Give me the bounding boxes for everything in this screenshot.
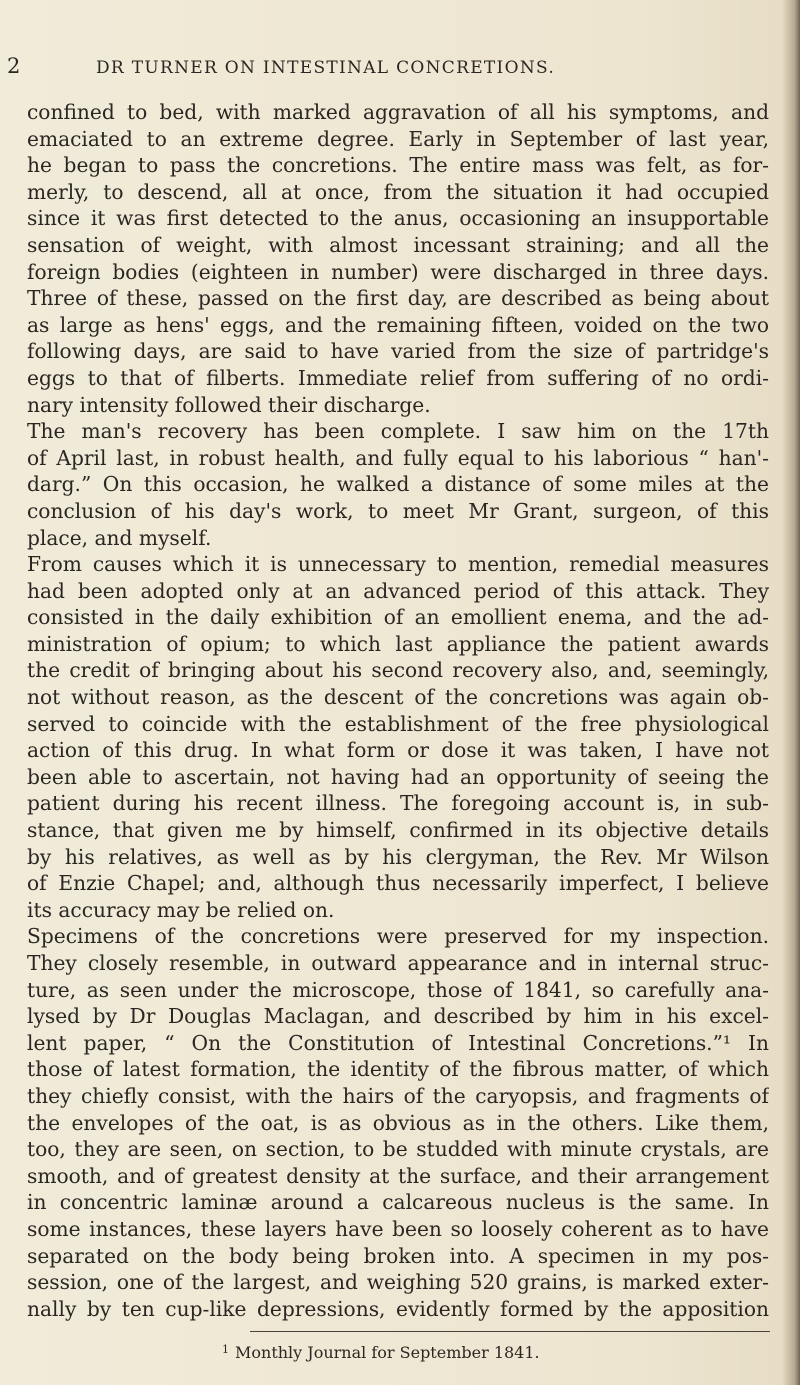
text-line: since it was first detected to the anus, occasioning an insupportable (27, 206, 769, 231)
text-line: lent paper, “ On the Constitution of Intestinal Concretions.”¹ In (27, 1030, 769, 1055)
running-head (0, 54, 800, 84)
footnote-text: Monthly Journal for September 1841. (235, 1343, 540, 1362)
text-line: nally by ten cup-like depressions, evidently formed by the apposition (27, 1296, 769, 1321)
text-line: he began to pass the concretions. The entire mass was felt, as for- (27, 153, 769, 178)
text-line: session, one of the largest, and weighing 520 grains, is marked exter- (27, 1270, 769, 1295)
text-line: The man's recovery has been complete. I saw him on the 17th (27, 419, 769, 444)
text-line: too, they are seen, on section, to be studded with minute crystals, are (27, 1137, 769, 1162)
text-line: been able to ascertain, not having had an opportunity of seeing the (27, 764, 769, 789)
text-line: the envelopes of the oat, is as obvious as in the others. Like them, (27, 1110, 769, 1135)
text-line: had been adopted only at an advanced period of this attack. They (27, 578, 769, 603)
text-line: its accuracy may be relied on. (27, 897, 335, 922)
text-line: patient during his recent illness. The foregoing account is, in sub- (27, 791, 769, 816)
text-line: they chiefly consist, with the hairs of the caryopsis, and fragments of (27, 1083, 769, 1108)
text-line: conclusion of his day's work, to meet Mr Grant, surgeon, of this (27, 498, 769, 523)
text-line: sensation of weight, with almost incessant straining; and all the (27, 232, 769, 257)
footnote-divider (250, 1331, 770, 1332)
text-line: eggs to that of filberts. Immediate relief from suffering of no ordi- (27, 365, 769, 390)
text-line: foreign bodies (eighteen in number) were discharged in three days. (27, 259, 769, 284)
text-line: those of latest formation, the identity of the fibrous matter, of which (27, 1057, 769, 1082)
running-title: DR TURNER ON INTESTINAL CONCRETIONS. (96, 58, 556, 78)
text-line: consisted in the daily exhibition of an emollient enema, and the ad- (27, 605, 769, 630)
text-line: They closely resemble, in outward appearance and in internal struc- (27, 951, 769, 975)
text-line: some instances, these layers have been so loosely coherent as to have (27, 1216, 769, 1241)
text-line: of April last, in robust health, and fully equal to his laborious “ han'- (27, 445, 769, 470)
text-line: nary intensity followed their discharge. (27, 392, 431, 417)
text-line: ture, as seen under the microscope, those of 1841, so carefully ana- (27, 977, 769, 1002)
body-text (27, 99, 769, 1322)
text-line: darg.” On this occasion, he walked a distance of some miles at the (27, 472, 769, 497)
text-line: stance, that given me by himself, confirmed in its objective details (27, 818, 769, 843)
text-line: of Enzie Chapel; and, although thus necessarily imperfect, I believe (27, 871, 769, 896)
footnote (222, 1343, 540, 1362)
footnote-marker: 1 (222, 1343, 229, 1356)
text-line: separated on the body being broken into. A specimen in my pos- (27, 1243, 769, 1268)
text-line: ministration of opium; to which last appliance the patient awards (27, 631, 769, 656)
text-line: From causes which it is unnecessary to mention, remedial measures (27, 552, 769, 577)
text-line: lysed by Dr Douglas Maclagan, and described by him in his excel- (27, 1004, 769, 1029)
page-edge-shadow (782, 0, 800, 1385)
text-line: emaciated to an extreme degree. Early in September of last year, (27, 126, 769, 151)
text-line: Three of these, passed on the first day, are described as being about (27, 286, 769, 311)
text-line: merly, to descend, all at once, from the situation it had occupied (27, 179, 769, 204)
text-line: in concentric laminæ around a calcareous nucleus is the same. In (27, 1190, 769, 1215)
text-line: place, and myself. (27, 525, 212, 550)
text-line: confined to bed, with marked aggravation of all his symptoms, and (27, 100, 769, 124)
page-number: 2 (7, 54, 21, 78)
text-line: as large as hens' eggs, and the remaining fifteen, voided on the two (27, 312, 769, 337)
text-line: not without reason, as the descent of the concretions was again ob- (27, 685, 769, 710)
text-line: the credit of bringing about his second recovery also, and, seemingly, (27, 658, 769, 683)
text-line: following days, are said to have varied from the size of partridge's (27, 339, 769, 364)
text-line: Specimens of the concretions were preserved for my inspection. (27, 924, 769, 949)
text-line: action of this drug. In what form or dose it was taken, I have not (27, 738, 769, 763)
text-line: served to coincide with the establishment of the free physiological (27, 711, 769, 736)
text-line: smooth, and of greatest density at the surface, and their arrangement (27, 1163, 769, 1188)
text-line: by his relatives, as well as by his clergyman, the Rev. Mr Wilson (27, 844, 769, 869)
